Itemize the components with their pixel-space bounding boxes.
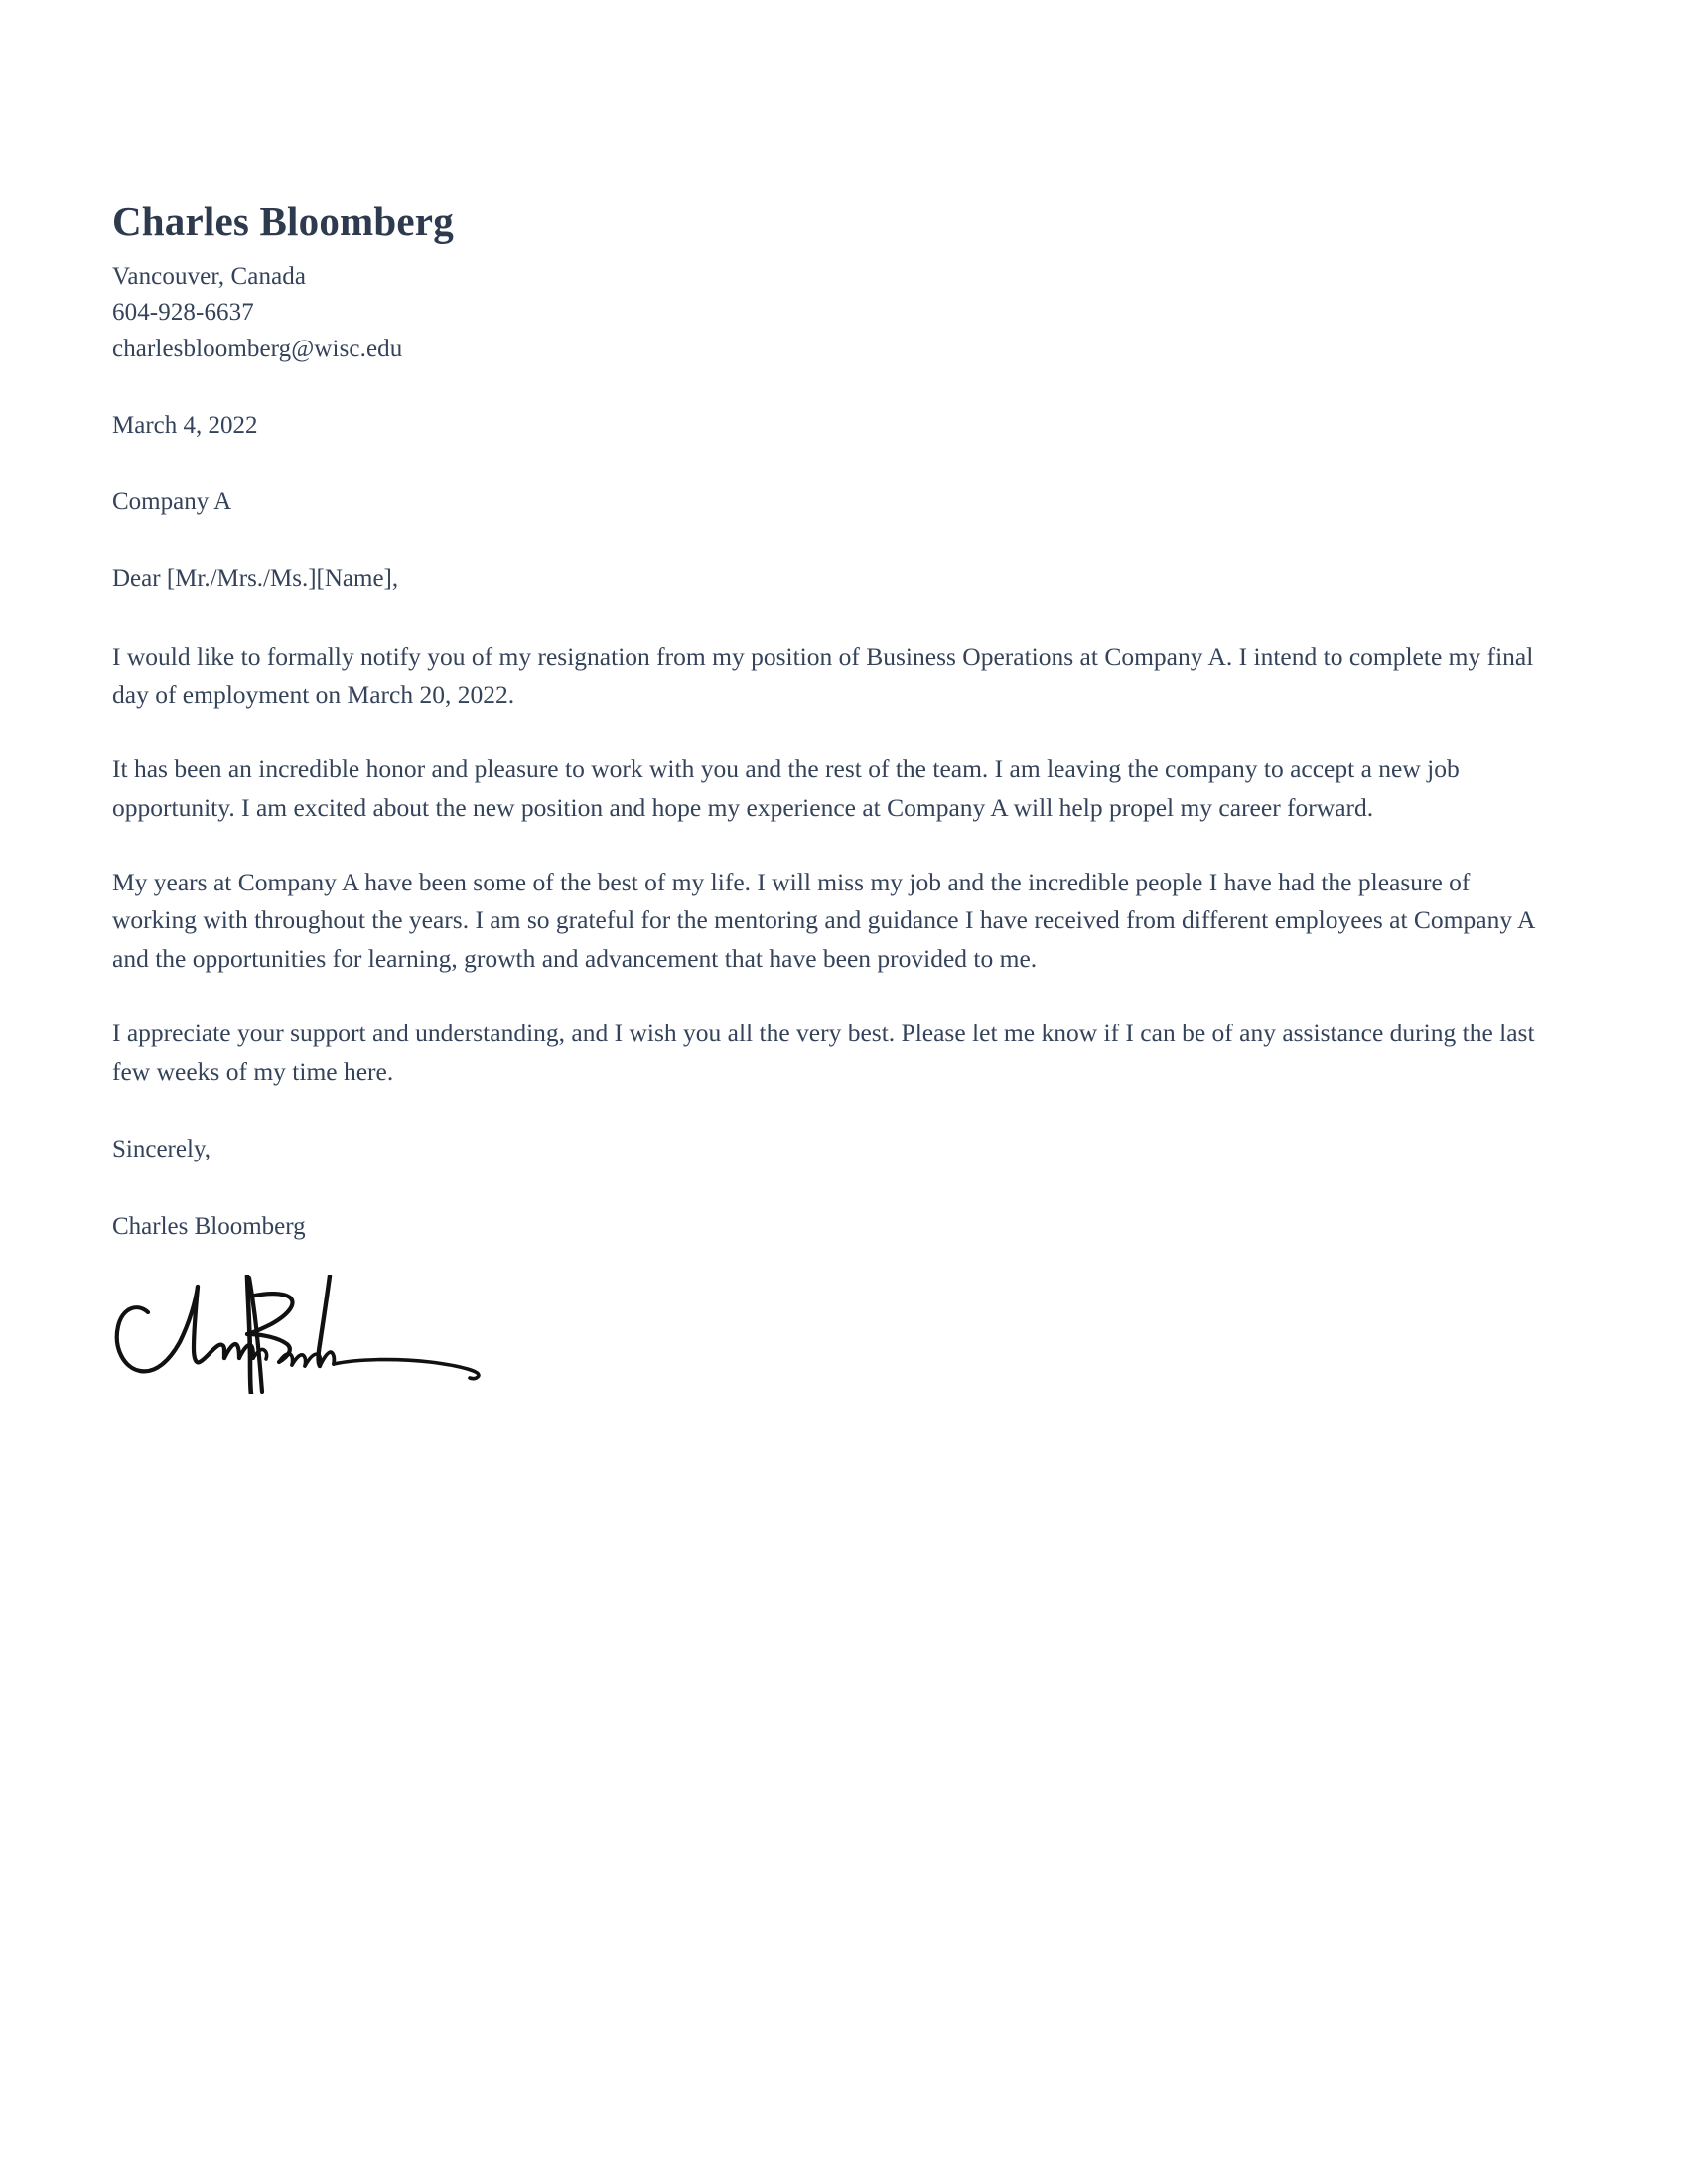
spacer bbox=[112, 828, 1552, 864]
closing-salutation: Sincerely, bbox=[112, 1136, 211, 1163]
spacer bbox=[112, 598, 1552, 638]
body-paragraph-3: My years at Company A have been some of the best of my life. I will miss my job and the incredible people I have had the pleasure of working with throughout the years. I am so grateful for the mentoring and guidance I have received from different employees at Company A and the opportunities for learning, growth and advancement that have been provided to me. bbox=[112, 867, 1535, 974]
sender-email: charlesbloomberg@wisc.edu bbox=[112, 335, 403, 362]
signature-name: Charles Bloomberg bbox=[112, 1212, 306, 1240]
body-paragraph-1: I would like to formally notify you of my resignation from my position of Business Operations at Company A. I intend to complete my final day of employment on March 20, 2022. bbox=[112, 641, 1534, 710]
recipient-company: Company A bbox=[112, 488, 232, 516]
letter-body bbox=[112, 199, 1552, 1394]
spacer bbox=[112, 444, 1552, 484]
spacer bbox=[112, 520, 1552, 561]
body-paragraph-2: It has been an incredible honor and pleasure to work with you and the rest of the team. I am leaving the company to accept a new job opportunity. I am excited about the new position and hope my experience at Company A will help propel my career forward. bbox=[112, 754, 1460, 822]
sender-contact-block bbox=[112, 259, 1552, 367]
signature-image bbox=[112, 1275, 569, 1394]
salutation: Dear [Mr./Mrs./Ms.][Name], bbox=[112, 565, 399, 593]
sender-phone: 604-928-6637 bbox=[112, 299, 254, 327]
letter-date: March 4, 2022 bbox=[112, 411, 258, 439]
spacer bbox=[112, 1168, 1552, 1209]
spacer bbox=[112, 715, 1552, 751]
spacer bbox=[112, 1091, 1552, 1132]
spacer bbox=[112, 979, 1552, 1015]
body-paragraph-4: I appreciate your support and understanding, and I wish you all the very best. Please let me know if I can be of any assistance during the last few weeks of my time here. bbox=[112, 1018, 1535, 1086]
page-title: Charles Bloomberg bbox=[112, 199, 454, 244]
spacer bbox=[112, 367, 1552, 408]
sender-location: Vancouver, Canada bbox=[112, 263, 307, 291]
handwritten-signature-icon bbox=[112, 1275, 569, 1394]
